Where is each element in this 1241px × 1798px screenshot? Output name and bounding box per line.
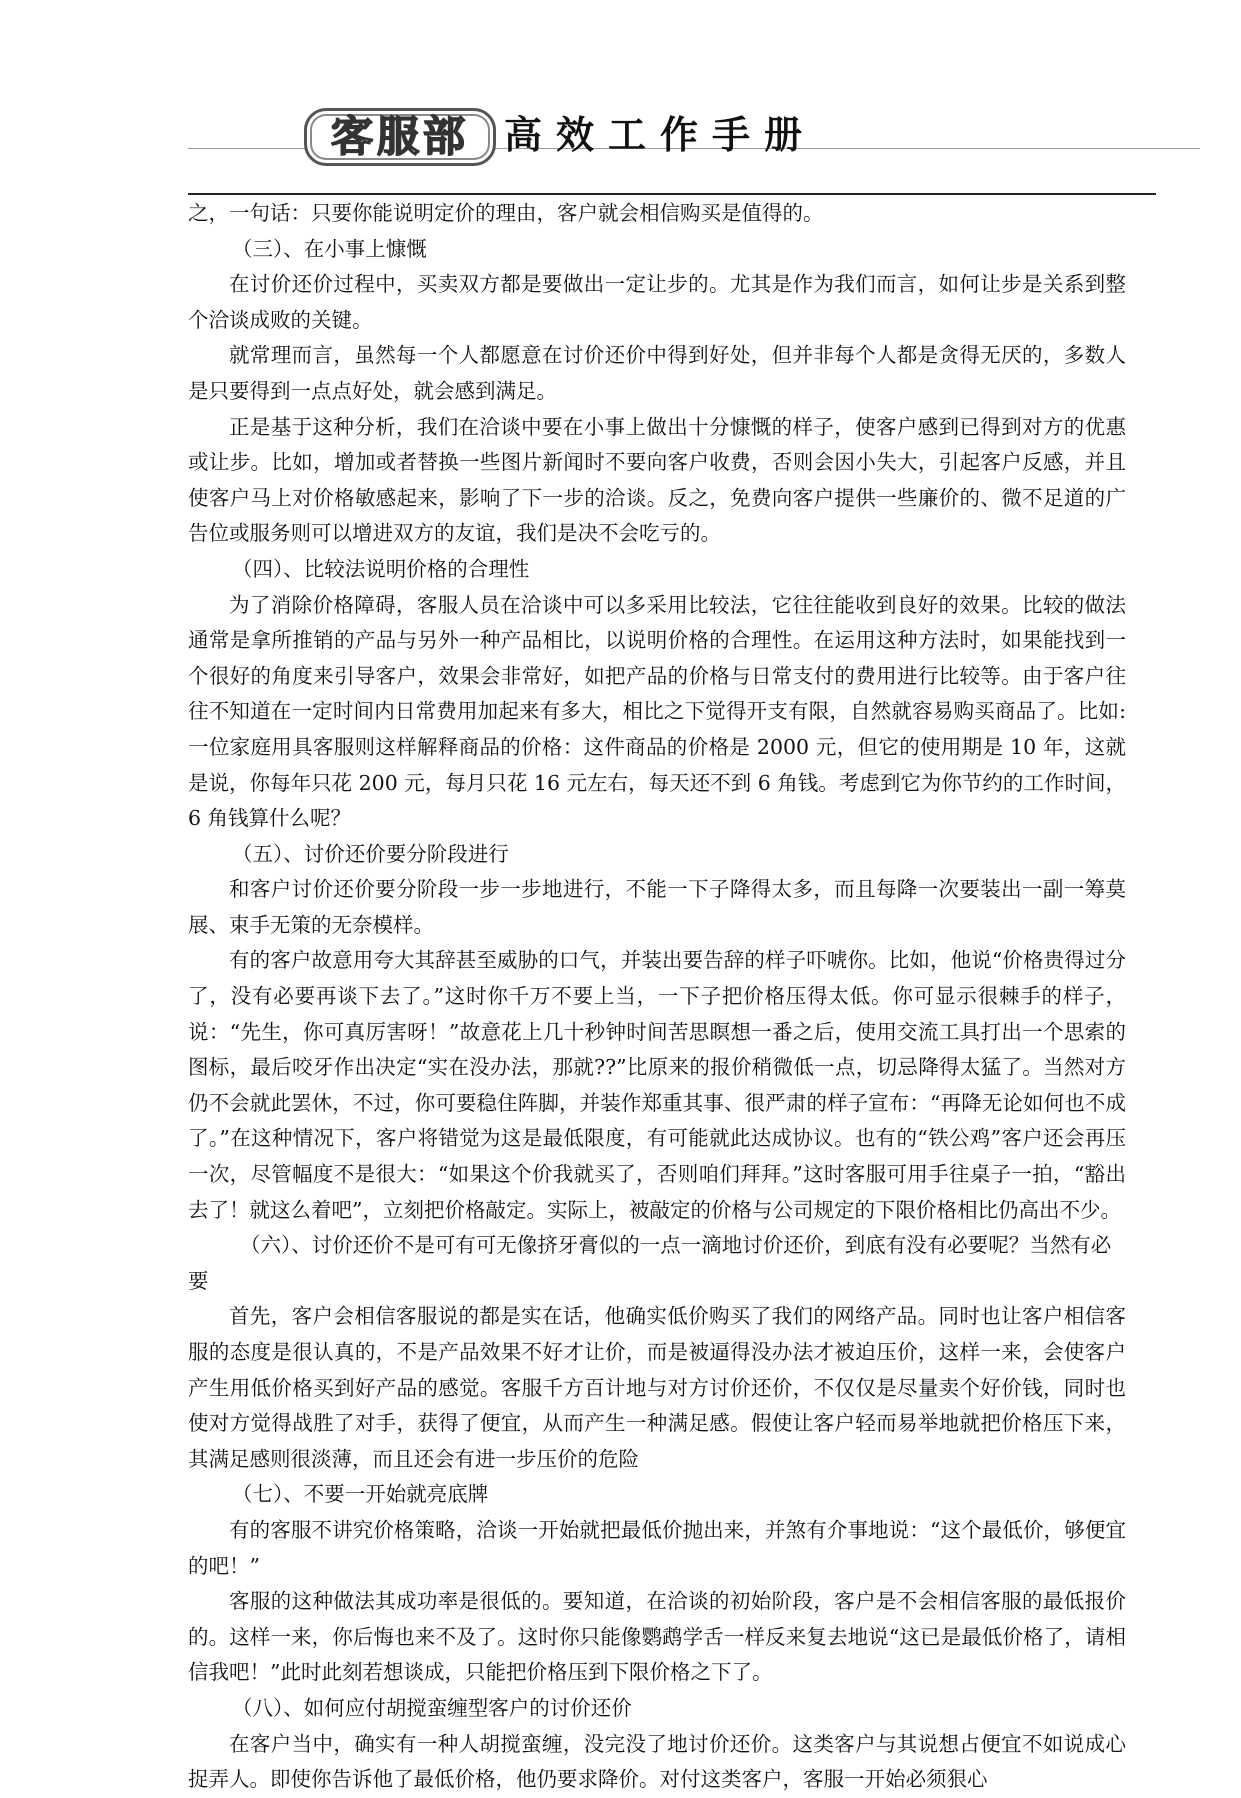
section-heading-4: （四）、比较法说明价格的合理性	[232, 556, 530, 581]
section-heading-6: （六）、讨价还价不是可有可无像挤牙膏似的一点一滴地讨价还价，到底有没有必要呢？当然有必要	[188, 1233, 1112, 1293]
paragraph-continued: 之，一句话：只要你能说明定价的理由，客户就会相信购买是值得的。	[188, 201, 824, 225]
header-rule	[188, 193, 1156, 195]
paragraph: 和客户讨价还价要分阶段一步一步地进行，不能一下子降得太多，而且每降一次要装出一副一筹莫展、束手无策的无奈模样。	[188, 877, 1126, 937]
paragraph: 为了消除价格障碍，客服人员在洽谈中可以多采用比较法，它往往能收到良好的效果。比较的做法通常是拿所推销的产品与另外一种产品相比，以说明价格的合理性。在运用这种方法时，如果能找到一个很好的角度来引导客户，效果会非常好，如把产品的价格与日常支付的费用进行比较等。由于客户往往不知道在一定时间内日常费用加起来有多大，相比之下觉得开支有限，自然就容易购买商品了。比如:一位家庭用具客服则这样解释商品的价格：这件商品的价格是 2000 元，但它的使用期是 10 年，这就是说，你每年只花 200 元，每月只花 16 元左右，每天还不到 6 角钱。考虑到它为你节约的工作时间，6 角钱算什么呢？	[188, 592, 1126, 831]
page-body	[188, 196, 1126, 1798]
section-heading-5: （五）、讨价还价要分阶段进行	[232, 841, 509, 866]
paragraph: 有的客服不讲究价格策略，洽谈一开始就把最低价抛出来，并煞有介事地说：“这个最低价，够便宜的吧！”	[188, 1517, 1126, 1578]
paragraph: 首先，客户会相信客服说的都是实在话，他确实低价购买了我们的网络产品。同时也让客户相信客服的态度是很认真的，不是产品效果不好才让价，而是被逼得没办法才被迫压价，这样一来，会使客户产生用低价格买到好产品的感觉。客服千方百计地与对方讨价还价，不仅仅是尽量卖个好价钱，同时也使对方觉得战胜了对手，获得了便宜，从而产生一种满足感。假使让客户轻而易举地就把价格压下来，其满足感则很淡薄，而且还会有进一步压价的危险	[188, 1304, 1126, 1471]
section-heading-7: （七）、不要一开始就亮底牌	[232, 1482, 489, 1507]
paragraph: 正是基于这种分析，我们在洽谈中要在小事上做出十分慷慨的样子，使客户感到已得到对方的优惠或让步。比如，增加或者替换一些图片新闻时不要向客户收费，否则会因小失大，引起客户反感，并且使客户马上对价格敏感起来，影响了下一步的洽谈。反之，免费向客户提供一些廉价的、微不足道的广告位或服务则可以增进双方的友谊，我们是决不会吃亏的。	[188, 414, 1126, 546]
department-logo-badge	[304, 108, 496, 166]
department-name: 客服部	[330, 112, 469, 161]
paragraph: 在讨价还价过程中，买卖双方都是要做出一定让步的。尤其是作为我们而言，如何让步是关系到整个洽谈成败的关键。	[188, 272, 1126, 332]
section-heading-3: （三）、在小事上慷慨	[232, 236, 427, 261]
section-heading-8: （八）、如何应付胡搅蛮缠型客户的讨价还价	[232, 1695, 632, 1720]
page-header	[0, 0, 1241, 200]
handbook-title: 高效工作手册	[504, 113, 817, 157]
paragraph: 在客户当中，确实有一种人胡搅蛮缠，没完没了地讨价还价。这类客户与其说想占便宜不如说成心捉弄人。即使你告诉他了最低价格，他仍要求降价。对付这类客户，客服一开始必须狠心	[188, 1731, 1126, 1792]
paragraph: 客服的这种做法其成功率是很低的。要知道，在洽谈的初始阶段，客户是不会相信客服的最低报价的。这样一来，你后悔也来不及了。这时你只能像鹦鹉学舌一样反来复去地说“这已是最低价格了，请相信我吧！”此时此刻若想谈成，只能把价格压到下限价格之下了。	[188, 1589, 1126, 1685]
paragraph: 有的客户故意用夸大其辞甚至威胁的口气，并装出要告辞的样子吓唬你。比如，他说“价格贵得过分了，没有必要再谈下去了。”这时你千万不要上当，一下子把价格压得太低。你可显示很棘手的样子，说：“先生，你可真厉害呀！”故意花上几十秒钟时间苦思瞑想一番之后，使用交流工具打出一个思索的图标，最后咬牙作出决定“实在没办法，那就??”比原来的报价稍微低一点，切忌降得太猛了。当然对方仍不会就此罢休，不过，你可要稳住阵脚，并装作郑重其事、很严肃的样子宣布：“再降无论如何也不成了。”在这种情况下，客户将错觉为这是最低限度，有可能就此达成协议。也有的“铁公鸡”客户还会再压一次，尽管幅度不是很大：“如果这个价我就买了，否则咱们拜拜。”这时客服可用手往桌子一拍，“豁出去了！就这么着吧”，立刻把价格敲定。实际上，被敲定的价格与公司规定的下限价格相比仍高出不少。	[188, 948, 1126, 1222]
paragraph: 就常理而言，虽然每一个人都愿意在讨价还价中得到好处，但并非每个人都是贪得无厌的，多数人是只要得到一点点好处，就会感到满足。	[188, 343, 1126, 403]
